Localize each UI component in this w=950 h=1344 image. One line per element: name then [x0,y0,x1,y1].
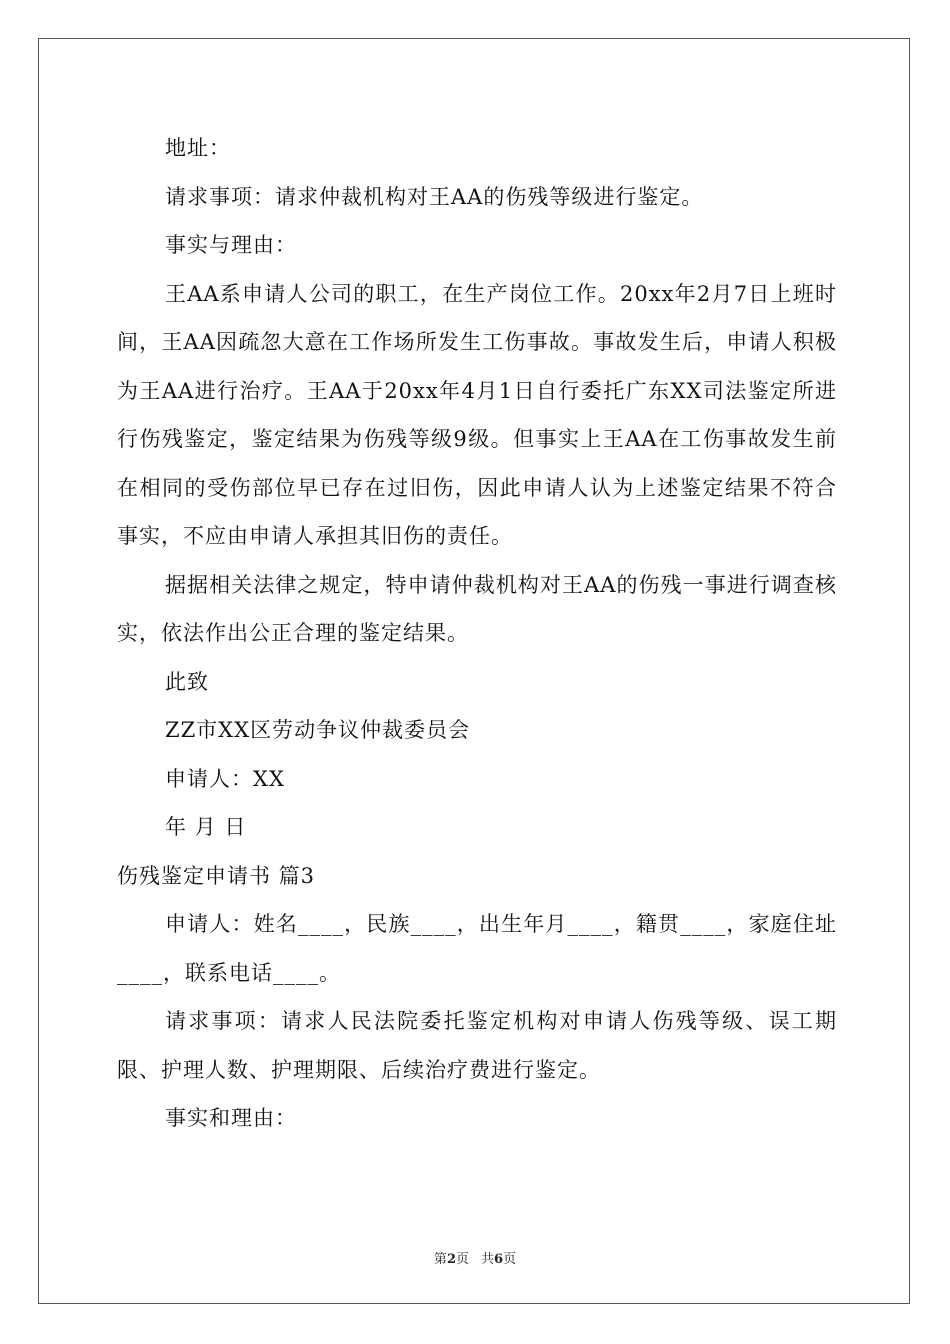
footer-page-suffix: 页 [455,1252,469,1267]
paragraph-legal-basis: 据据相关法律之规定，特申请仲裁机构对王AA的伤残一事进行调查核实，依法作出公正合理的鉴定结果。 [117,572,837,645]
document-body [117,124,837,1143]
footer-page-prefix: 第 [433,1252,447,1267]
paragraph-facts-heading: 事实与理由： [165,233,297,257]
paragraph-recipient: ZZ市XX区劳动争议仲裁委员会 [165,718,471,742]
paragraph-facts-body: 王AA系申请人公司的职工，在生产岗位工作。20xx年2月7日上班时间，王AA因疏忽大意在工作场所发生工伤事故。事故发生后，申请人积极为王AA进行治疗。王AA于20xx年4月1日自行委托广东XX司法鉴定所进行伤残鉴定，鉴定结果为伤残等级9级。但事实上王AA在工伤事故发生前在相同的受伤部位早已存在过旧伤，因此申请人认为上述鉴定结果不符合事实，不应由申请人承担其旧伤的责任。 [117,281,837,548]
paragraph-request-item: 请求事项：请求仲裁机构对王AA的伤残等级进行鉴定。 [165,184,704,209]
paragraph-date: 年 月 日 [165,815,247,839]
footer-total-suffix: 页 [503,1252,517,1267]
paragraph-facts-heading-2: 事实和理由： [165,1106,297,1130]
footer-page-total: 6 [494,1252,504,1267]
footer-total-prefix: 共 [481,1252,495,1267]
paragraph-applicant-info: 申请人：姓名____，民族____，出生年月____，籍贯____，家庭住址____，联系电话____。 [117,912,837,985]
paragraph-applicant: 申请人：XX [165,766,285,791]
page-footer [0,1248,950,1267]
paragraph-salutation: 此致 [165,669,209,694]
section-heading: 伤残鉴定申请书 篇3 [117,863,316,888]
paragraph-address: 地址： [165,136,231,160]
footer-page-current: 2 [446,1252,456,1267]
paragraph-request-item-2: 请求事项：请求人民法院委托鉴定机构对申请人伤残等级、误工期限、护理人数、护理期限、后续治疗费进行鉴定。 [117,1009,837,1082]
